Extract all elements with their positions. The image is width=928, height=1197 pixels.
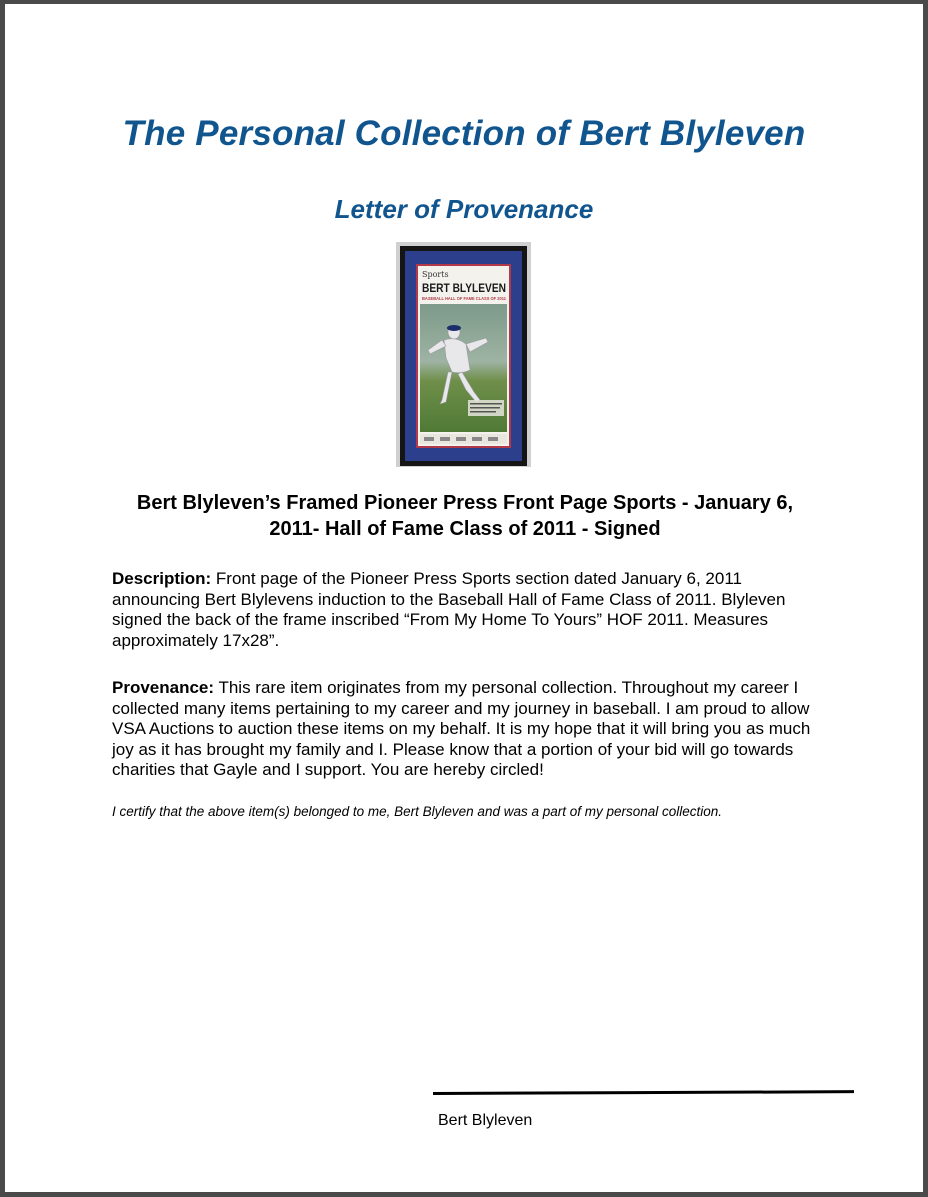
description-text: Front page of the Pioneer Press Sports section dated January 6, 2011 announcing Bert Blylevens induction to the Baseball Hall of Fame Class of 2011. Blyleven signed the back of the frame inscribed “From My Home To Yours” HOF 2011. Measures approximately 17x28”.: [112, 569, 786, 650]
provenance-paragraph: [112, 678, 832, 781]
signature-name: Bert Blyleven: [438, 1112, 533, 1129]
document-subtitle: Letter of Provenance: [334, 194, 594, 224]
document-page: [5, 4, 923, 1192]
provenance-text: This rare item originates from my personal collection. Throughout my career I collected many items pertaining to my career and my journey in baseball. I am proud to allow VSA Auctions to auction these items on my behalf. It is my hope that it will bring you as much joy as it has brought my family and I. Please know that a portion of your bid will go towards charities that Gayle and I support. You are hereby circled!: [112, 678, 811, 779]
provenance-label: Provenance:: [112, 678, 215, 697]
framed-newspaper-image: [396, 242, 531, 467]
newspaper-headline: BERT BLYLEVEN: [422, 283, 506, 295]
item-title-line-2: 2011- Hall of Fame Class of 2011 - Signed: [269, 518, 661, 540]
description-label: Description:: [112, 569, 212, 588]
description-paragraph: [112, 569, 832, 651]
newspaper-masthead: Sports: [422, 270, 449, 279]
item-title-line-1: Bert Blyleven’s Framed Pioneer Press Front Page Sports - January 6,: [136, 492, 794, 514]
certification-statement: I certify that the above item(s) belonged to me, Bert Blyleven and was a part of my personal collection.: [112, 804, 723, 819]
signature-line: [433, 1090, 854, 1095]
newspaper-subhead: BASEBALL HALL OF FAME CLASS OF 2011: [422, 296, 507, 301]
item-photo: [396, 242, 531, 467]
document-title: The Personal Collection of Bert Blyleven: [122, 114, 806, 153]
item-title: [95, 490, 835, 542]
